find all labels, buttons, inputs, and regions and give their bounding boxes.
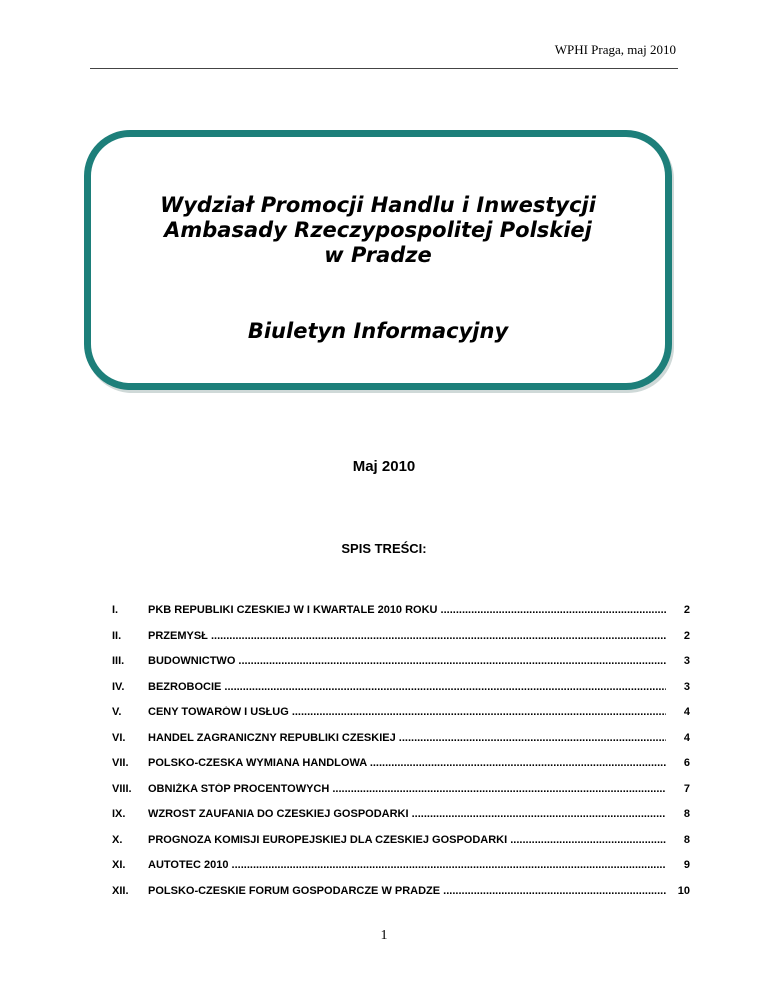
- toc-entry-page: 10: [677, 884, 690, 897]
- toc-entry-page: 4: [683, 706, 690, 718]
- toc-entry-title: AUTOTEC 2010 .....: [148, 859, 666, 871]
- toc-entry[interactable]: [112, 706, 690, 732]
- toc-entry-title: PRZEMYSŁ .....: [148, 630, 666, 642]
- toc-entry[interactable]: [112, 808, 690, 834]
- title-line-2: Ambasady Rzeczypospolitej Polskiej: [164, 218, 592, 242]
- toc-entry[interactable]: [112, 834, 690, 860]
- toc-entry[interactable]: [112, 732, 690, 758]
- toc-entry-page: 3: [683, 680, 690, 693]
- toc-entry[interactable]: [112, 859, 690, 885]
- issue-date: Maj 2010: [352, 458, 416, 475]
- toc-heading: SPIS TREŚCI:: [341, 541, 427, 556]
- toc-entry-page: 2: [683, 629, 690, 642]
- toc-entry-number: XII.: [112, 884, 129, 897]
- toc-entry-title: WZROST ZAUFANIA DO CZESKIEJ GOSPODARKI .....: [148, 808, 666, 820]
- toc-entry-page: 9: [683, 859, 690, 871]
- toc-entry-page: 7: [683, 782, 690, 795]
- toc-entry-page: 8: [683, 808, 690, 820]
- toc-entry[interactable]: [112, 757, 690, 783]
- toc-entry-number: II.: [112, 629, 122, 642]
- toc-entry[interactable]: [112, 630, 690, 656]
- toc-entry-number: V.: [112, 706, 122, 718]
- toc-entry-title: POLSKO-CZESKA WYMIANA HANDLOWA .....: [148, 757, 666, 769]
- toc-entry-number: III.: [112, 655, 125, 667]
- toc-entry-page: 8: [683, 833, 690, 846]
- toc-entry-title: PKB REPUBLIKI CZESKIEJ W I KWARTALE 2010 ROKU .....: [148, 604, 666, 616]
- toc-entry-title: PROGNOZA KOMISJI EUROPEJSKIEJ DLA CZESKIEJ GOSPODARKI .....: [148, 834, 666, 846]
- toc-entry-number: VI.: [112, 731, 126, 744]
- toc-entry-number: VIII.: [112, 782, 132, 795]
- toc-entry-number: I.: [112, 604, 119, 616]
- toc-entry[interactable]: [112, 681, 690, 707]
- page-number: 1: [380, 928, 388, 943]
- toc-entry-title: OBNIŻKA STÓP PROCENTOWYCH .....: [148, 783, 666, 795]
- toc-entry[interactable]: [112, 655, 690, 681]
- toc-entry-title: BEZROBOCIE .....: [148, 681, 666, 693]
- toc-entry-number: X.: [112, 833, 123, 846]
- toc-entry-number: IV.: [112, 680, 125, 693]
- toc-entry-title: BUDOWNICTWO .....: [148, 655, 666, 667]
- header-divider: [90, 68, 678, 69]
- toc-entry-page: 3: [683, 655, 690, 667]
- toc-entry[interactable]: [112, 783, 690, 809]
- toc-entry-page: 6: [683, 757, 690, 769]
- running-header: WPHI Praga, maj 2010: [554, 42, 676, 57]
- toc-entry-number: IX.: [112, 808, 126, 820]
- title-line-3: w Pradze: [324, 243, 432, 267]
- toc-entry-page: 4: [683, 731, 690, 744]
- toc-entry-number: VII.: [112, 757, 129, 769]
- title-frame: [84, 130, 672, 390]
- document-subtitle: Biuletyn Informacyjny: [247, 319, 509, 343]
- document-title: [91, 193, 665, 268]
- toc-entry-number: XI.: [112, 859, 126, 871]
- toc-entry-title: POLSKO-CZESKIE FORUM GOSPODARCZE W PRADZE .....: [148, 885, 666, 897]
- title-line-1: Wydział Promocji Handlu i Inwestycji: [160, 193, 596, 217]
- toc-entry[interactable]: [112, 885, 690, 911]
- toc-entry-title: HANDEL ZAGRANICZNY REPUBLIKI CZESKIEJ .....: [148, 732, 666, 744]
- toc-entry-title: CENY TOWARÓW I USŁUG .....: [148, 706, 666, 718]
- toc-entry[interactable]: [112, 604, 690, 630]
- table-of-contents: [112, 604, 690, 910]
- toc-entry-page: 2: [683, 604, 690, 616]
